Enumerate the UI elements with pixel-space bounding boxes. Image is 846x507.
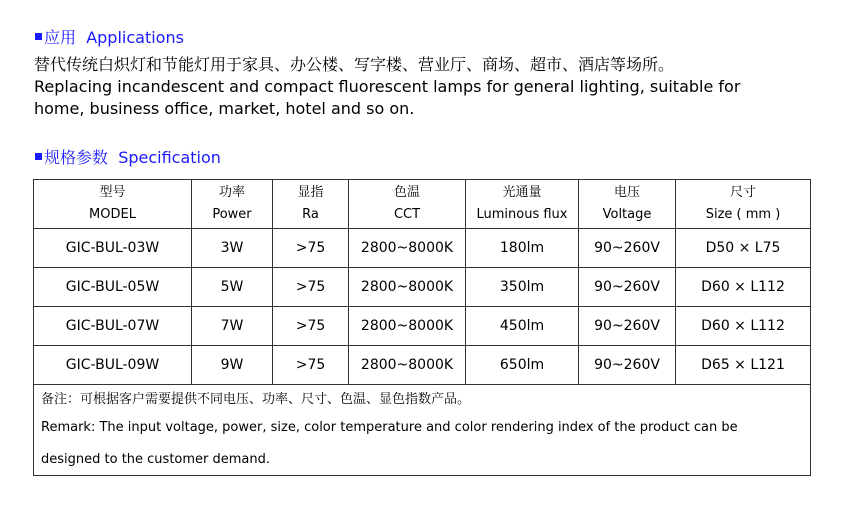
column-header-zh: 光通量 — [502, 185, 542, 200]
specification-table — [33, 179, 811, 476]
table-row — [34, 346, 811, 385]
applications-text — [34, 54, 824, 120]
table-row — [34, 229, 811, 268]
cell-size: D65 × L121 — [676, 346, 811, 385]
column-header-zh: 色温 — [393, 185, 420, 200]
column-header-cct — [349, 180, 466, 229]
cell-power: 5W — [192, 268, 273, 307]
column-header-size — [676, 180, 811, 229]
specification-heading-zh: 规格参数 — [44, 148, 109, 167]
cell-size: D50 × L75 — [676, 229, 811, 268]
cell-luminous-flux: 180lm — [466, 229, 579, 268]
column-header-en: Power — [212, 207, 252, 222]
specification-heading-en: Specification — [118, 148, 221, 167]
applications-text-zh: 替代传统白炽灯和节能灯用于家具、办公楼、写字楼、营业厅、商场、超市、酒店等场所。 — [34, 55, 675, 74]
column-header-ra — [273, 180, 349, 229]
cell-cct: 2800~8000K — [349, 268, 466, 307]
applications-heading-en: Applications — [86, 28, 184, 47]
cell-cct: 2800~8000K — [349, 307, 466, 346]
cell-size: D60 × L112 — [676, 307, 811, 346]
cell-model: GIC-BUL-09W — [34, 346, 192, 385]
cell-ra: >75 — [273, 346, 349, 385]
square-bullet-icon — [35, 33, 42, 40]
cell-voltage: 90~260V — [579, 346, 676, 385]
table-row — [34, 307, 811, 346]
cell-cct: 2800~8000K — [349, 229, 466, 268]
cell-voltage: 90~260V — [579, 229, 676, 268]
cell-cct: 2800~8000K — [349, 346, 466, 385]
column-header-voltage — [579, 180, 676, 229]
column-header-en: Voltage — [602, 207, 652, 222]
cell-ra: >75 — [273, 307, 349, 346]
column-header-zh: 功率 — [218, 185, 245, 200]
applications-text-en-line1: Replacing incandescent and compact fluorescent lamps for general lighting, suitable for — [34, 77, 741, 96]
applications-text-en-line2: home, business office, market, hotel and so on. — [34, 99, 415, 118]
table-header-row — [34, 180, 811, 229]
table-row — [34, 268, 811, 307]
remark-en-line1: Remark: The input voltage, power, size, color temperature and color rendering index of the product can be — [41, 420, 738, 435]
cell-model: GIC-BUL-05W — [34, 268, 192, 307]
cell-model: GIC-BUL-03W — [34, 229, 192, 268]
remark-row — [34, 385, 811, 476]
column-header-zh: 尺寸 — [729, 185, 756, 200]
column-header-model — [34, 180, 192, 229]
cell-power: 7W — [192, 307, 273, 346]
cell-ra: >75 — [273, 229, 349, 268]
applications-heading-zh: 应用 — [44, 28, 77, 47]
specification-heading — [35, 148, 221, 168]
cell-size: D60 × L112 — [676, 268, 811, 307]
column-header-zh: 型号 — [99, 185, 126, 200]
column-header-en: Ra — [302, 207, 319, 222]
remark-zh: 备注：可根据客户需要提供不同电压、功率、尺寸、色温、显色指数产品。 — [41, 392, 471, 407]
cell-model: GIC-BUL-07W — [34, 307, 192, 346]
column-header-zh: 显指 — [297, 185, 324, 200]
remark-en-line2: designed to the customer demand. — [41, 452, 271, 467]
cell-power: 3W — [192, 229, 273, 268]
column-header-power — [192, 180, 273, 229]
cell-luminous-flux: 450lm — [466, 307, 579, 346]
remark-cell — [34, 385, 811, 476]
column-header-zh: 电压 — [613, 185, 640, 200]
cell-luminous-flux: 650lm — [466, 346, 579, 385]
column-header-luminous-flux — [466, 180, 579, 229]
square-bullet-icon — [35, 153, 42, 160]
column-header-en: Luminous flux — [476, 207, 568, 222]
cell-luminous-flux: 350lm — [466, 268, 579, 307]
cell-ra: >75 — [273, 268, 349, 307]
cell-voltage: 90~260V — [579, 307, 676, 346]
cell-voltage: 90~260V — [579, 268, 676, 307]
column-header-en: MODEL — [89, 207, 136, 222]
column-header-en: Size ( mm ) — [705, 207, 781, 222]
column-header-en: CCT — [393, 207, 421, 222]
applications-heading — [35, 28, 184, 48]
cell-power: 9W — [192, 346, 273, 385]
